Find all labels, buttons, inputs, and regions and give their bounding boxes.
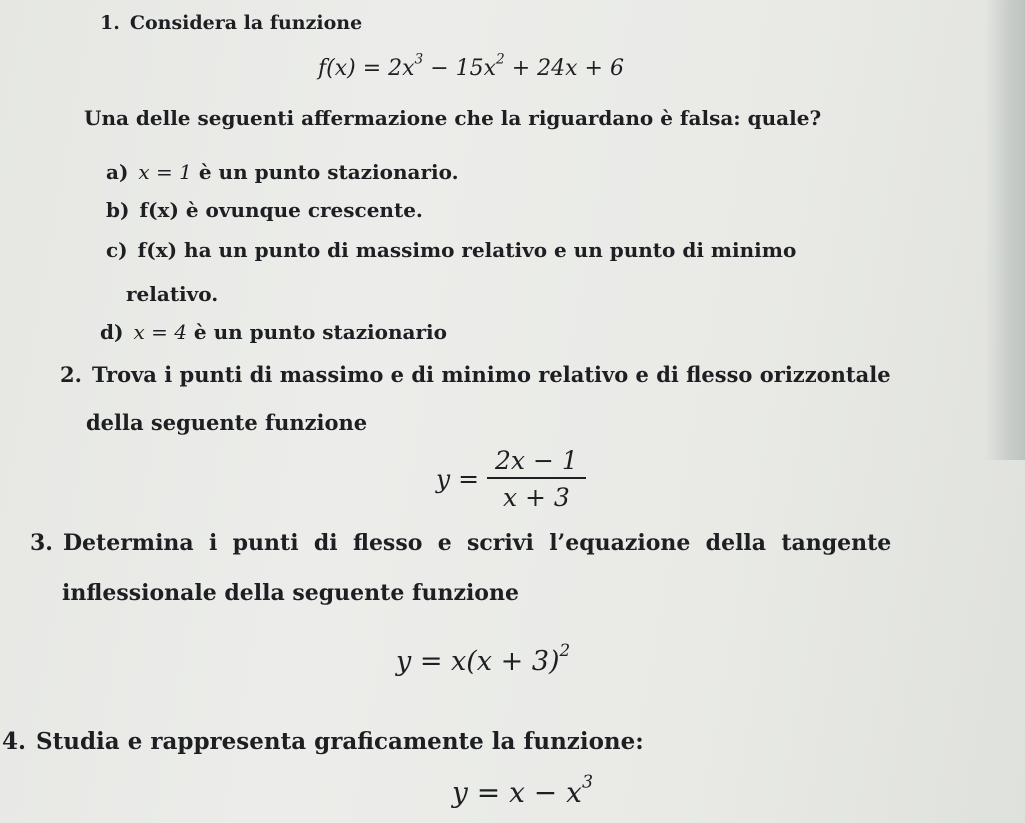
option-a bbox=[106, 160, 459, 184]
question-1-prompt: Una delle seguenti affermazione che la riguardano è falsa: quale? bbox=[84, 106, 822, 130]
question-4-formula bbox=[452, 772, 593, 809]
option-math: x = 1 bbox=[138, 160, 192, 184]
formula-main: y = x − x bbox=[452, 776, 582, 809]
paper-edge-shadow bbox=[985, 0, 1025, 460]
question-4-heading bbox=[2, 728, 644, 755]
question-3-text-continuation: inflessionale della seguente funzione bbox=[62, 580, 519, 606]
option-text: è un punto stazionario. bbox=[191, 160, 459, 184]
question-1-formula bbox=[318, 51, 624, 81]
formula-exponent: 3 bbox=[581, 772, 593, 793]
question-2-heading bbox=[60, 362, 891, 387]
formula-exponent: 2 bbox=[496, 51, 505, 68]
option-letter: a) bbox=[106, 160, 129, 184]
question-number: 4. bbox=[2, 728, 27, 755]
option-d bbox=[100, 320, 447, 344]
option-text: è ovunque crescente. bbox=[178, 198, 423, 222]
formula-lhs: f(x) = bbox=[318, 56, 389, 81]
formula-exponent: 3 bbox=[414, 51, 424, 68]
option-math: x = 4 bbox=[133, 320, 187, 344]
option-c-continuation: relativo. bbox=[126, 282, 219, 306]
fraction-denominator: x + 3 bbox=[502, 483, 570, 512]
formula-exponent: 2 bbox=[559, 639, 571, 660]
question-text: Determina i punti di flesso e scrivi l’equazione della tangente bbox=[62, 530, 892, 556]
option-letter: b) bbox=[106, 198, 130, 222]
question-text: Trova i punti di massimo e di minimo relativo e di flesso orizzontale bbox=[91, 362, 891, 387]
question-number: 1. bbox=[100, 12, 120, 34]
question-3-formula bbox=[396, 639, 571, 677]
question-1-heading bbox=[100, 12, 362, 34]
formula-term: − 15x bbox=[423, 56, 497, 81]
option-text: ha un punto di massimo relativo e un punto di minimo bbox=[177, 238, 797, 262]
option-letter: d) bbox=[100, 320, 124, 344]
formula-term: 2x bbox=[388, 56, 415, 81]
question-text: Studia e rappresenta graficamente la funzione: bbox=[36, 728, 644, 755]
question-2-formula bbox=[436, 446, 586, 512]
option-math: f(x) bbox=[139, 198, 179, 222]
question-2-text-continuation: della seguente funzione bbox=[86, 410, 368, 435]
question-text: Considera la funzione bbox=[129, 12, 363, 34]
question-number: 2. bbox=[60, 362, 82, 387]
option-letter: c) bbox=[106, 238, 128, 262]
question-3-heading bbox=[30, 530, 891, 556]
option-math: f(x) bbox=[137, 238, 178, 262]
fraction-numerator: 2x − 1 bbox=[487, 446, 586, 479]
formula-lhs: y = bbox=[436, 464, 480, 494]
question-number: 3. bbox=[30, 530, 53, 556]
option-text: è un punto stazionario bbox=[186, 320, 447, 344]
option-b bbox=[106, 198, 423, 222]
formula-term: + 24x + 6 bbox=[504, 56, 624, 81]
fraction bbox=[487, 446, 586, 512]
option-c bbox=[106, 238, 796, 262]
formula-main: y = x(x + 3) bbox=[396, 646, 560, 677]
